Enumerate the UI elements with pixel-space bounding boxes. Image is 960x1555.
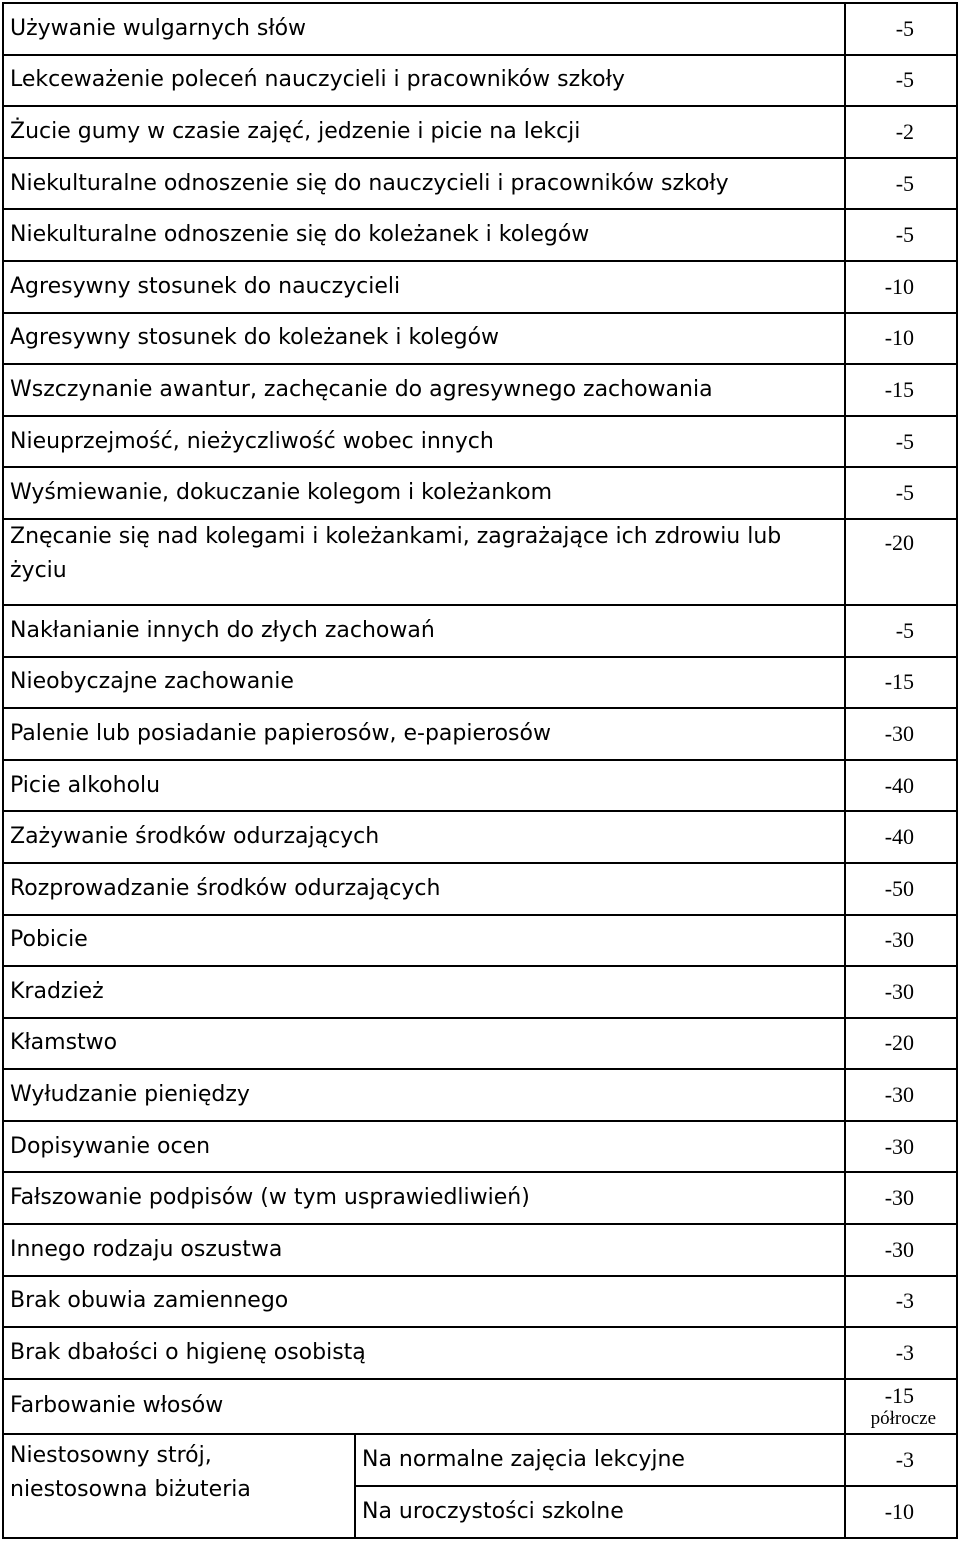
penalty-points-value: -15 [884,376,915,402]
offense-description: Agresywny stosunek do koleżanek i kolegów [3,313,845,365]
penalty-points [845,1018,957,1070]
table-row [3,1069,957,1121]
table-row [3,605,957,657]
penalty-points-value: -30 [884,1082,915,1108]
penalty-points [845,863,957,915]
offense-description: Brak dbałości o higienę osobistą [3,1327,845,1379]
penalty-points [845,158,957,210]
offense-description: Wyśmiewanie, dokuczanie kolegom i koleżankom [3,467,845,519]
penalty-points-value: -30 [884,1185,915,1211]
penalty-points-value: -5 [895,15,915,41]
table-row [3,3,957,55]
penalty-points [845,209,957,261]
penalty-points-value: -3 [895,1340,915,1366]
offense-description-line: Znęcanie się nad kolegami i koleżankami, zagrażające ich zdrowiu lub [10,523,782,549]
table-row [3,313,957,365]
offense-description: Fałszowanie podpisów (w tym usprawiedliwień) [3,1172,845,1224]
table-row [3,708,957,760]
penalty-points [845,261,957,313]
penalty-points [845,467,957,519]
offense-description-line: Niestosowny strój, [10,1442,212,1468]
penalty-points-value: -5 [895,480,915,506]
penalty-points-value: -3 [895,1446,915,1472]
penalty-points [845,416,957,468]
table-row [3,1434,957,1486]
penalty-points-value: -10 [884,1498,915,1524]
table-row [3,863,957,915]
penalty-points-value: -5 [895,617,915,643]
penalty-points [845,1224,957,1276]
offense-description: Niekulturalne odnoszenie się do koleżanek i kolegów [3,209,845,261]
penalty-points [845,1121,957,1173]
table-row [3,209,957,261]
penalty-points-value: -15 [884,1383,915,1409]
table-row [3,1172,957,1224]
penalty-points-value: -20 [884,1030,915,1056]
table-row [3,261,957,313]
offense-description-line: życiu [10,557,67,583]
table-row [3,1276,957,1328]
penalty-points-value: -5 [895,67,915,93]
penalty-points [845,1379,957,1434]
offense-description: Nieobyczajne zachowanie [3,657,845,709]
offense-description: Żucie gumy w czasie zajęć, jedzenie i picie na lekcji [3,106,845,158]
penalty-points [845,605,957,657]
table-row [3,467,957,519]
table-row [3,106,957,158]
penalty-points-value: -10 [884,325,915,351]
penalty-points [845,708,957,760]
penalty-points-value: -30 [884,927,915,953]
penalty-points-value: -3 [895,1288,915,1314]
offense-description: Wyłudzanie pieniędzy [3,1069,845,1121]
penalty-points [845,106,957,158]
offense-description: Kłamstwo [3,1018,845,1070]
offense-description: Lekceważenie poleceń nauczycieli i pracowników szkoły [3,55,845,107]
penalty-points [845,1276,957,1328]
offense-description: Palenie lub posiadanie papierosów, e-papierosów [3,708,845,760]
penalty-points [845,1327,957,1379]
table-row [3,1379,957,1434]
offense-description: Nakłanianie innych do złych zachowań [3,605,845,657]
penalty-points [845,966,957,1018]
offense-description [3,519,845,605]
penalty-points-note: półrocze [870,1408,937,1430]
table-row [3,657,957,709]
offense-description: Niekulturalne odnoszenie się do nauczycieli i pracowników szkoły [3,158,845,210]
table-row [3,1018,957,1070]
table-row [3,760,957,812]
table-row [3,519,957,605]
penalty-points [845,1434,957,1486]
offense-description-line: niestosowna biżuteria [10,1476,251,1502]
penalty-points-value: -40 [884,824,915,850]
penalty-points-value: -5 [895,170,915,196]
penalty-points [845,657,957,709]
offense-description: Zażywanie środków odurzających [3,811,845,863]
penalty-points [845,915,957,967]
offense-description: Picie alkoholu [3,760,845,812]
penalty-points-value: -30 [884,1236,915,1262]
penalty-points [845,55,957,107]
penalty-points [845,1486,957,1538]
offense-description: Wszczynanie awantur, zachęcanie do agresywnego zachowania [3,364,845,416]
table-row [3,811,957,863]
offense-description: Używanie wulgarnych słów [3,3,845,55]
penalty-points-value: -30 [884,1133,915,1159]
behavior-points-table [2,2,958,1539]
penalty-points [845,364,957,416]
occasion-description: Na normalne zajęcia lekcyjne [355,1434,845,1486]
table-row [3,158,957,210]
occasion-description: Na uroczystości szkolne [355,1486,845,1538]
penalty-points [845,1069,957,1121]
offense-description: Pobicie [3,915,845,967]
offense-description: Farbowanie włosów [3,1379,845,1434]
offense-description: Kradzież [3,966,845,1018]
penalty-points-value: -40 [884,772,915,798]
penalty-points [845,519,957,605]
penalty-points-value: -15 [884,669,915,695]
offense-description: Agresywny stosunek do nauczycieli [3,261,845,313]
penalty-points [845,760,957,812]
table-row [3,1121,957,1173]
penalty-points [845,313,957,365]
penalty-points-value: -10 [884,273,915,299]
table-row [3,1224,957,1276]
penalty-points-value: -5 [895,222,915,248]
penalty-points [845,3,957,55]
offense-description: Innego rodzaju oszustwa [3,1224,845,1276]
offense-description: Brak obuwia zamiennego [3,1276,845,1328]
offense-description: Dopisywanie ocen [3,1121,845,1173]
table-row [3,966,957,1018]
penalty-points-value: -2 [895,118,915,144]
offense-description: Rozprowadzanie środków odurzających [3,863,845,915]
penalty-points [845,811,957,863]
penalty-points-value: -5 [895,428,915,454]
behavior-points-table-wrapper [2,2,956,1539]
table-row [3,1327,957,1379]
penalty-points-value: -50 [884,875,915,901]
penalty-points [845,1172,957,1224]
table-row [3,416,957,468]
penalty-points-value: -30 [884,978,915,1004]
offense-description: Nieuprzejmość, nieżyczliwość wobec innych [3,416,845,468]
offense-description [3,1434,355,1538]
table-row [3,915,957,967]
penalty-points-value: -30 [884,720,915,746]
penalty-points-value: -20 [884,529,915,555]
table-row [3,364,957,416]
table-row [3,55,957,107]
